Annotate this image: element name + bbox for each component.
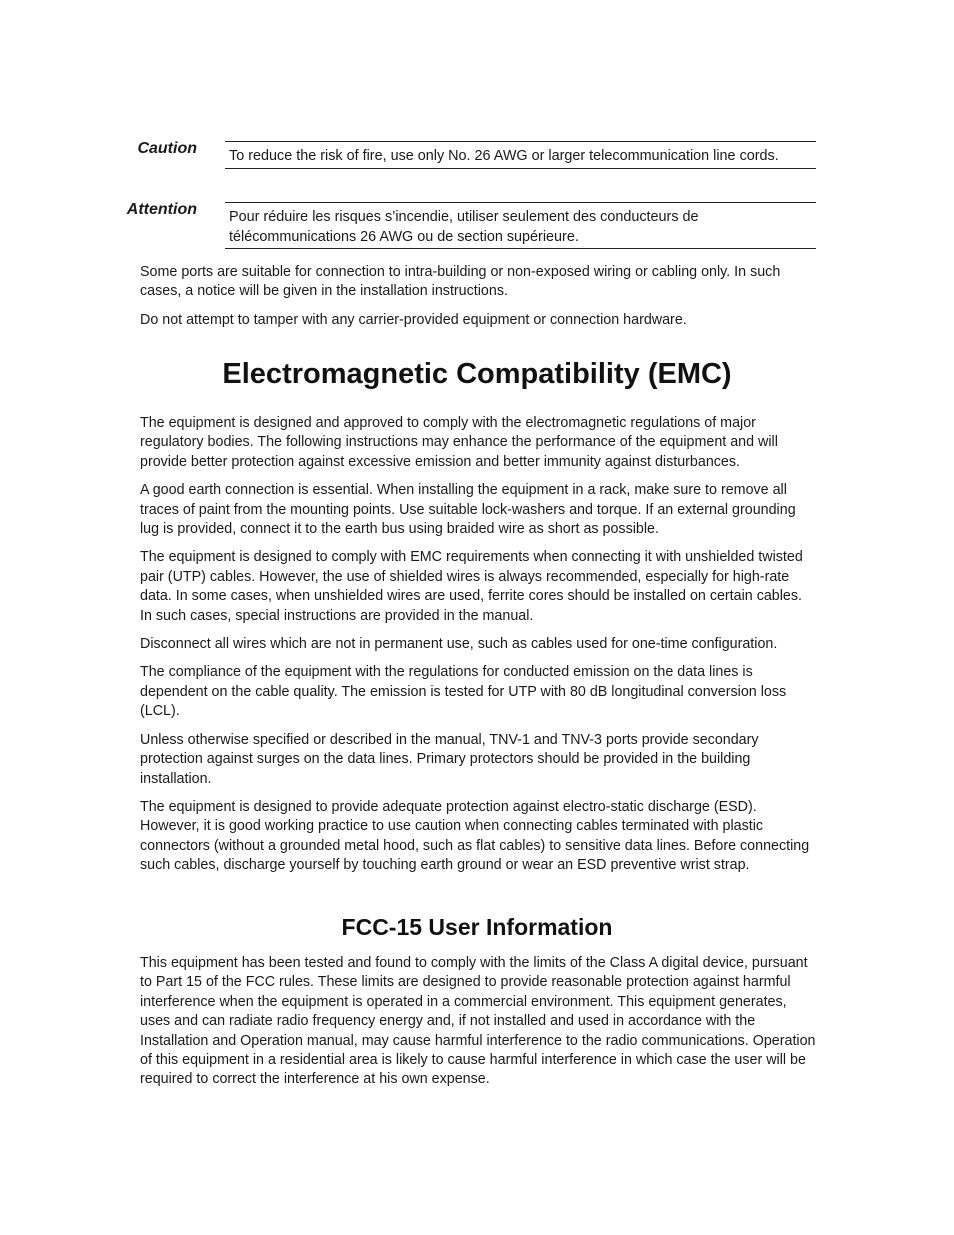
attention-text (225, 202, 816, 249)
emc-paragraph-3: The equipment is designed to comply with EMC requirements when connecting it with unshielded twisted pair (UTP) cables. However, the use of shielded wires is always recommended, especially for high-rate data. In some cases, when unshielded wires are used, ferrite cores should be installed on certain cables. In such cases, special instructions are provided in the manual. (140, 549, 803, 624)
fcc-section (140, 954, 816, 1099)
emc-section (140, 414, 816, 885)
emc-paragraph-1: The equipment is designed and approved to comply with the electromagnetic regulations of major regulatory bodies. The following instructions may enhance the performance of the equipment and will provide better protection against excessive emission and better immunity against disturbances. (140, 415, 778, 470)
emc-paragraph-5: The compliance of the equipment with the regulations for conducted emission on the data lines is dependent on the cable quality. The emission is tested for UTP with 80 dB longitudinal conversion loss (LCL). (140, 664, 787, 720)
emc-paragraph-4: Disconnect all wires which are not in permanent use, such as cables used for one-time configuration. (140, 636, 778, 653)
attention-label: Attention (126, 201, 197, 218)
emc-heading: Electromagnetic Compatibility (EMC) (222, 358, 732, 390)
intro-section (140, 263, 816, 339)
intro-paragraph-2: Do not attempt to tamper with any carrier-provided equipment or connection hardware. (140, 311, 687, 328)
fcc-heading: FCC-15 User Information (341, 914, 613, 940)
attention-text-line-1: Pour réduire les risques s’incendie, utiliser seulement des conducteurs de (229, 209, 699, 225)
intro-paragraph-1: Some ports are suitable for connection to intra-building or non-exposed wiring or cabling only. In such cases, a notice will be given in the installation instructions. (140, 264, 781, 300)
caution-text: To reduce the risk of fire, use only No. 26 AWG or larger telecommunication line cords. (225, 141, 816, 169)
attention-text-line-2: télécommunications 26 AWG ou de section supérieure. (229, 229, 579, 245)
emc-paragraph-7: The equipment is designed to provide adequate protection against electro-static discharge (ESD). However, it is good working practice to use caution when connecting cables terminated with plastic connectors (without a grounded metal hood, such as flat cables) to sensitive data lines. Before connecting such cables, discharge yourself by touching earth ground or wear an ESD preventive wrist strap. (140, 798, 810, 874)
emc-paragraph-6: Unless otherwise specified or described in the manual, TNV-1 and TNV-3 ports provide secondary protection against surges on the data lines. Primary protectors should be provided in the building installation. (140, 731, 759, 787)
fcc-paragraph: This equipment has been tested and found to comply with the limits of the Class A digital device, pursuant to Part 15 of the FCC rules. These limits are designed to provide reasonable protection against harmful interference when the equipment is operated in a commercial environment. This equipment generates, uses and can radiate radio frequency energy and, if not installed and used in accordance with the Installation and Operation manual, may cause harmful interference to the radio communications. Operation of this equipment in a residential area is likely to cause harmful interference in which case the user will be required to correct the interference at his own expense. (140, 955, 816, 1088)
caution-label: Caution (137, 140, 197, 157)
emc-paragraph-2: A good earth connection is essential. When installing the equipment in a rack, make sure to remove all traces of paint from the mounting points. Use suitable lock-washers and torque. If an external grounding lug is provided, connect it to the earth bus using braided wire as short as possible. (140, 482, 796, 538)
